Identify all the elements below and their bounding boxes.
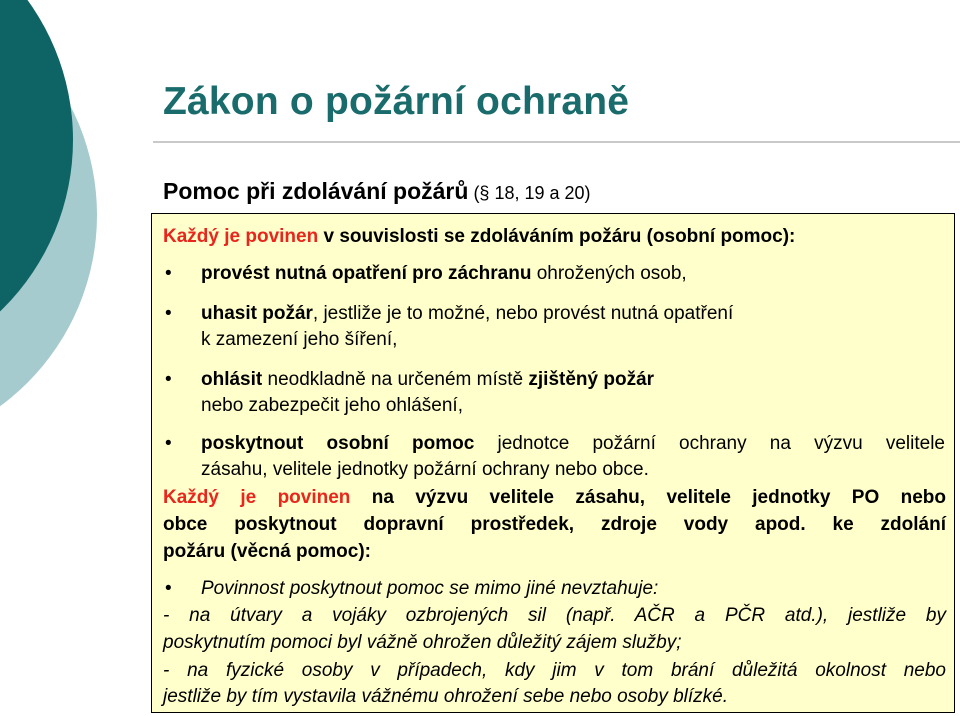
bullet-4-bold: poskytnout osobní pomoc xyxy=(201,433,475,454)
bullet-2-glyph: • xyxy=(165,303,172,324)
bullet-4-rest: jednotce požární ochrany na výzvu velitele xyxy=(474,433,945,454)
section-heading xyxy=(163,178,591,205)
intro-line xyxy=(163,226,795,248)
bullet-1-rest: ohrožených osob, xyxy=(531,263,687,284)
bullet-1-bold: provést nutná opatření pro záchranu xyxy=(201,263,532,284)
section-heading-ref: (§ 18, 19 a 20) xyxy=(468,183,591,203)
bullet-2-line2: k zamezení jeho šíření, xyxy=(201,329,398,350)
bullet-2-bold: uhasit požár xyxy=(201,303,313,324)
material-help-red: Každý je povinen xyxy=(163,487,351,508)
title-divider xyxy=(153,141,960,143)
bullet-4-glyph: • xyxy=(165,433,172,454)
section-heading-bold: Pomoc při zdolávání požárů xyxy=(163,178,469,204)
bullet-3-bold2: zjištěný požár xyxy=(528,369,655,390)
exception-1-line-1: - na útvary a vojáky ozbrojených sil (např. AČR a PČR atd.), jestliže by xyxy=(163,605,946,626)
bullet-3-bold1: ohlásit xyxy=(201,369,263,390)
exception-2-line-1: - na fyzické osoby v případech, kdy jim v tom brání důležitá okolnost nebo xyxy=(163,660,946,681)
bullet-5-glyph: • xyxy=(165,578,172,599)
exception-2-line-2: jestliže by tím vystavila vážnému ohrožení sebe nebo osoby blízké. xyxy=(163,686,729,707)
exception-1-line-2: poskytnutím pomoci byl vážně ohrožen důležitý zájem služby; xyxy=(163,632,682,653)
bullet-3-line2: nebo zabezpečit jeho ohlášení, xyxy=(201,395,463,416)
bullet-1-text xyxy=(201,263,687,285)
material-help-rest: na výzvu velitele zásahu, velitele jednotky PO nebo xyxy=(350,487,946,508)
bullet-3-glyph: • xyxy=(165,369,172,390)
bullet-3-mid: neodkladně na určeném místě xyxy=(262,369,529,390)
bullet-2-text xyxy=(201,303,733,325)
bullet-4-text xyxy=(201,433,945,455)
bullet-2-rest: , jestliže je to možné, nebo provést nutná opatření xyxy=(312,303,734,324)
material-help-line-2: obce poskytnout dopravní prostředek, zdroje vody apod. ke zdolání xyxy=(163,514,946,535)
material-help-line-3: požáru (věcná pomoc): xyxy=(163,541,371,562)
page-title: Zákon o požární ochraně xyxy=(163,80,630,123)
bullet-4-line2: zásahu, velitele jednotky požární ochrany nebo obce. xyxy=(201,459,649,480)
material-help-line-1 xyxy=(163,487,946,509)
intro-red: Každý je povinen xyxy=(163,226,319,247)
bullet-5-text: Povinnost poskytnout pomoc se mimo jiné nevztahuje: xyxy=(201,578,659,599)
decorative-circles xyxy=(0,0,120,716)
bullet-3-text xyxy=(201,369,654,391)
bullet-1-glyph: • xyxy=(165,263,172,284)
intro-rest: v souvislosti se zdoláváním požáru (osobní pomoc): xyxy=(318,226,796,247)
